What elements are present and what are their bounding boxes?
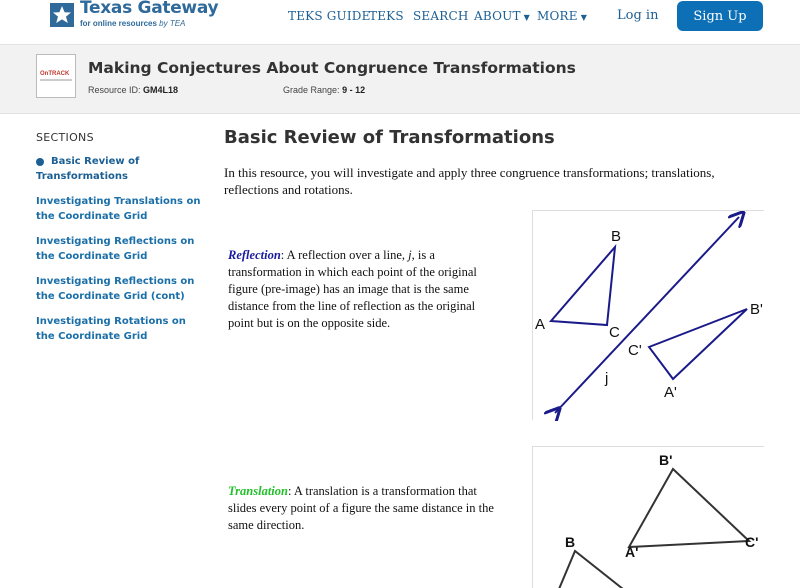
nav-more[interactable]: MORE ▼ [537,9,588,23]
nav-about[interactable]: ABOUT ▼ [474,9,531,23]
sidebar-item-basic-review[interactable]: Basic Review of Transformations [36,156,140,182]
label-b: B [611,228,622,245]
signup-button[interactable]: Sign Up [677,1,763,31]
label-b-prime: B' [659,452,673,468]
triangle-abc-prime-translated [629,469,749,547]
chevron-down-icon: ▼ [523,13,531,22]
ontrack-logo [36,54,76,98]
reflection-diagram [533,211,765,421]
reflection-term: Reflection [228,248,281,262]
label-c-prime: C' [628,342,642,359]
line-j [555,217,739,413]
triangle-abc-prime [649,309,747,379]
label-b-prime: B' [750,301,763,318]
triangle-abc-partial [559,551,623,588]
label-b: B [565,534,576,550]
sidebar-item-reflections[interactable]: Investigating Reflections on the Coordinate Grid [36,236,195,262]
sections-heading: SECTIONS [36,131,94,144]
triangle-abc [551,247,615,325]
label-a-prime: A' [664,384,677,401]
logo-title: Texas Gateway [80,0,219,18]
reflection-figure [532,210,764,420]
sidebar-item-translations[interactable]: Investigating Translations on the Coordinate Grid [36,196,201,222]
star-shield-icon [50,3,74,27]
resource-id: Resource ID: GM4L18 [88,85,179,95]
label-c: C [609,324,620,341]
intro-paragraph: In this resource, you will investigate and apply three congruence transformations; translations, reflections and rotations. [224,165,715,197]
label-a-prime: A' [625,544,639,560]
sidebar-item-reflections-cont[interactable]: Investigating Reflections on the Coordinate Grid (cont) [36,276,195,302]
grade-range: Grade Range: 9 - 12 [283,85,366,95]
nav-search[interactable]: SEARCH [413,9,469,23]
resource-title: Making Conjectures About Congruence Transformations [88,59,576,77]
ontrack-badge: OnTRACK [40,71,70,77]
chevron-down-icon: ▼ [580,13,588,22]
translation-term: Translation [228,484,288,498]
translation-figure [532,446,764,588]
resource-header [0,44,800,114]
reflection-paragraph: Reflection: A reflection over a line, j, is a transformation in which each point of the original figure (pre-image) has an image that is the same distance from the line of reflection as the original point but is on the opposite side. [228,248,477,330]
logo-subtitle: for online resources by TEA [80,19,186,28]
top-nav [0,0,800,44]
label-a: A [535,316,546,333]
nav-teks-guide[interactable]: TEKS GUIDE [288,9,371,23]
translation-diagram [533,447,765,588]
sidebar-item-rotations[interactable]: Investigating Rotations on the Coordinate Grid [36,316,186,342]
nav-teks[interactable]: TEKS [369,9,404,23]
translation-paragraph: Translation: A translation is a transformation that slides every point of a figure the same distance in the same direction. [228,484,494,532]
login-link[interactable]: Log in [617,8,659,23]
label-c-prime: C' [745,534,759,550]
page-title: Basic Review of Transformations [224,127,555,148]
label-j: j [605,370,609,387]
